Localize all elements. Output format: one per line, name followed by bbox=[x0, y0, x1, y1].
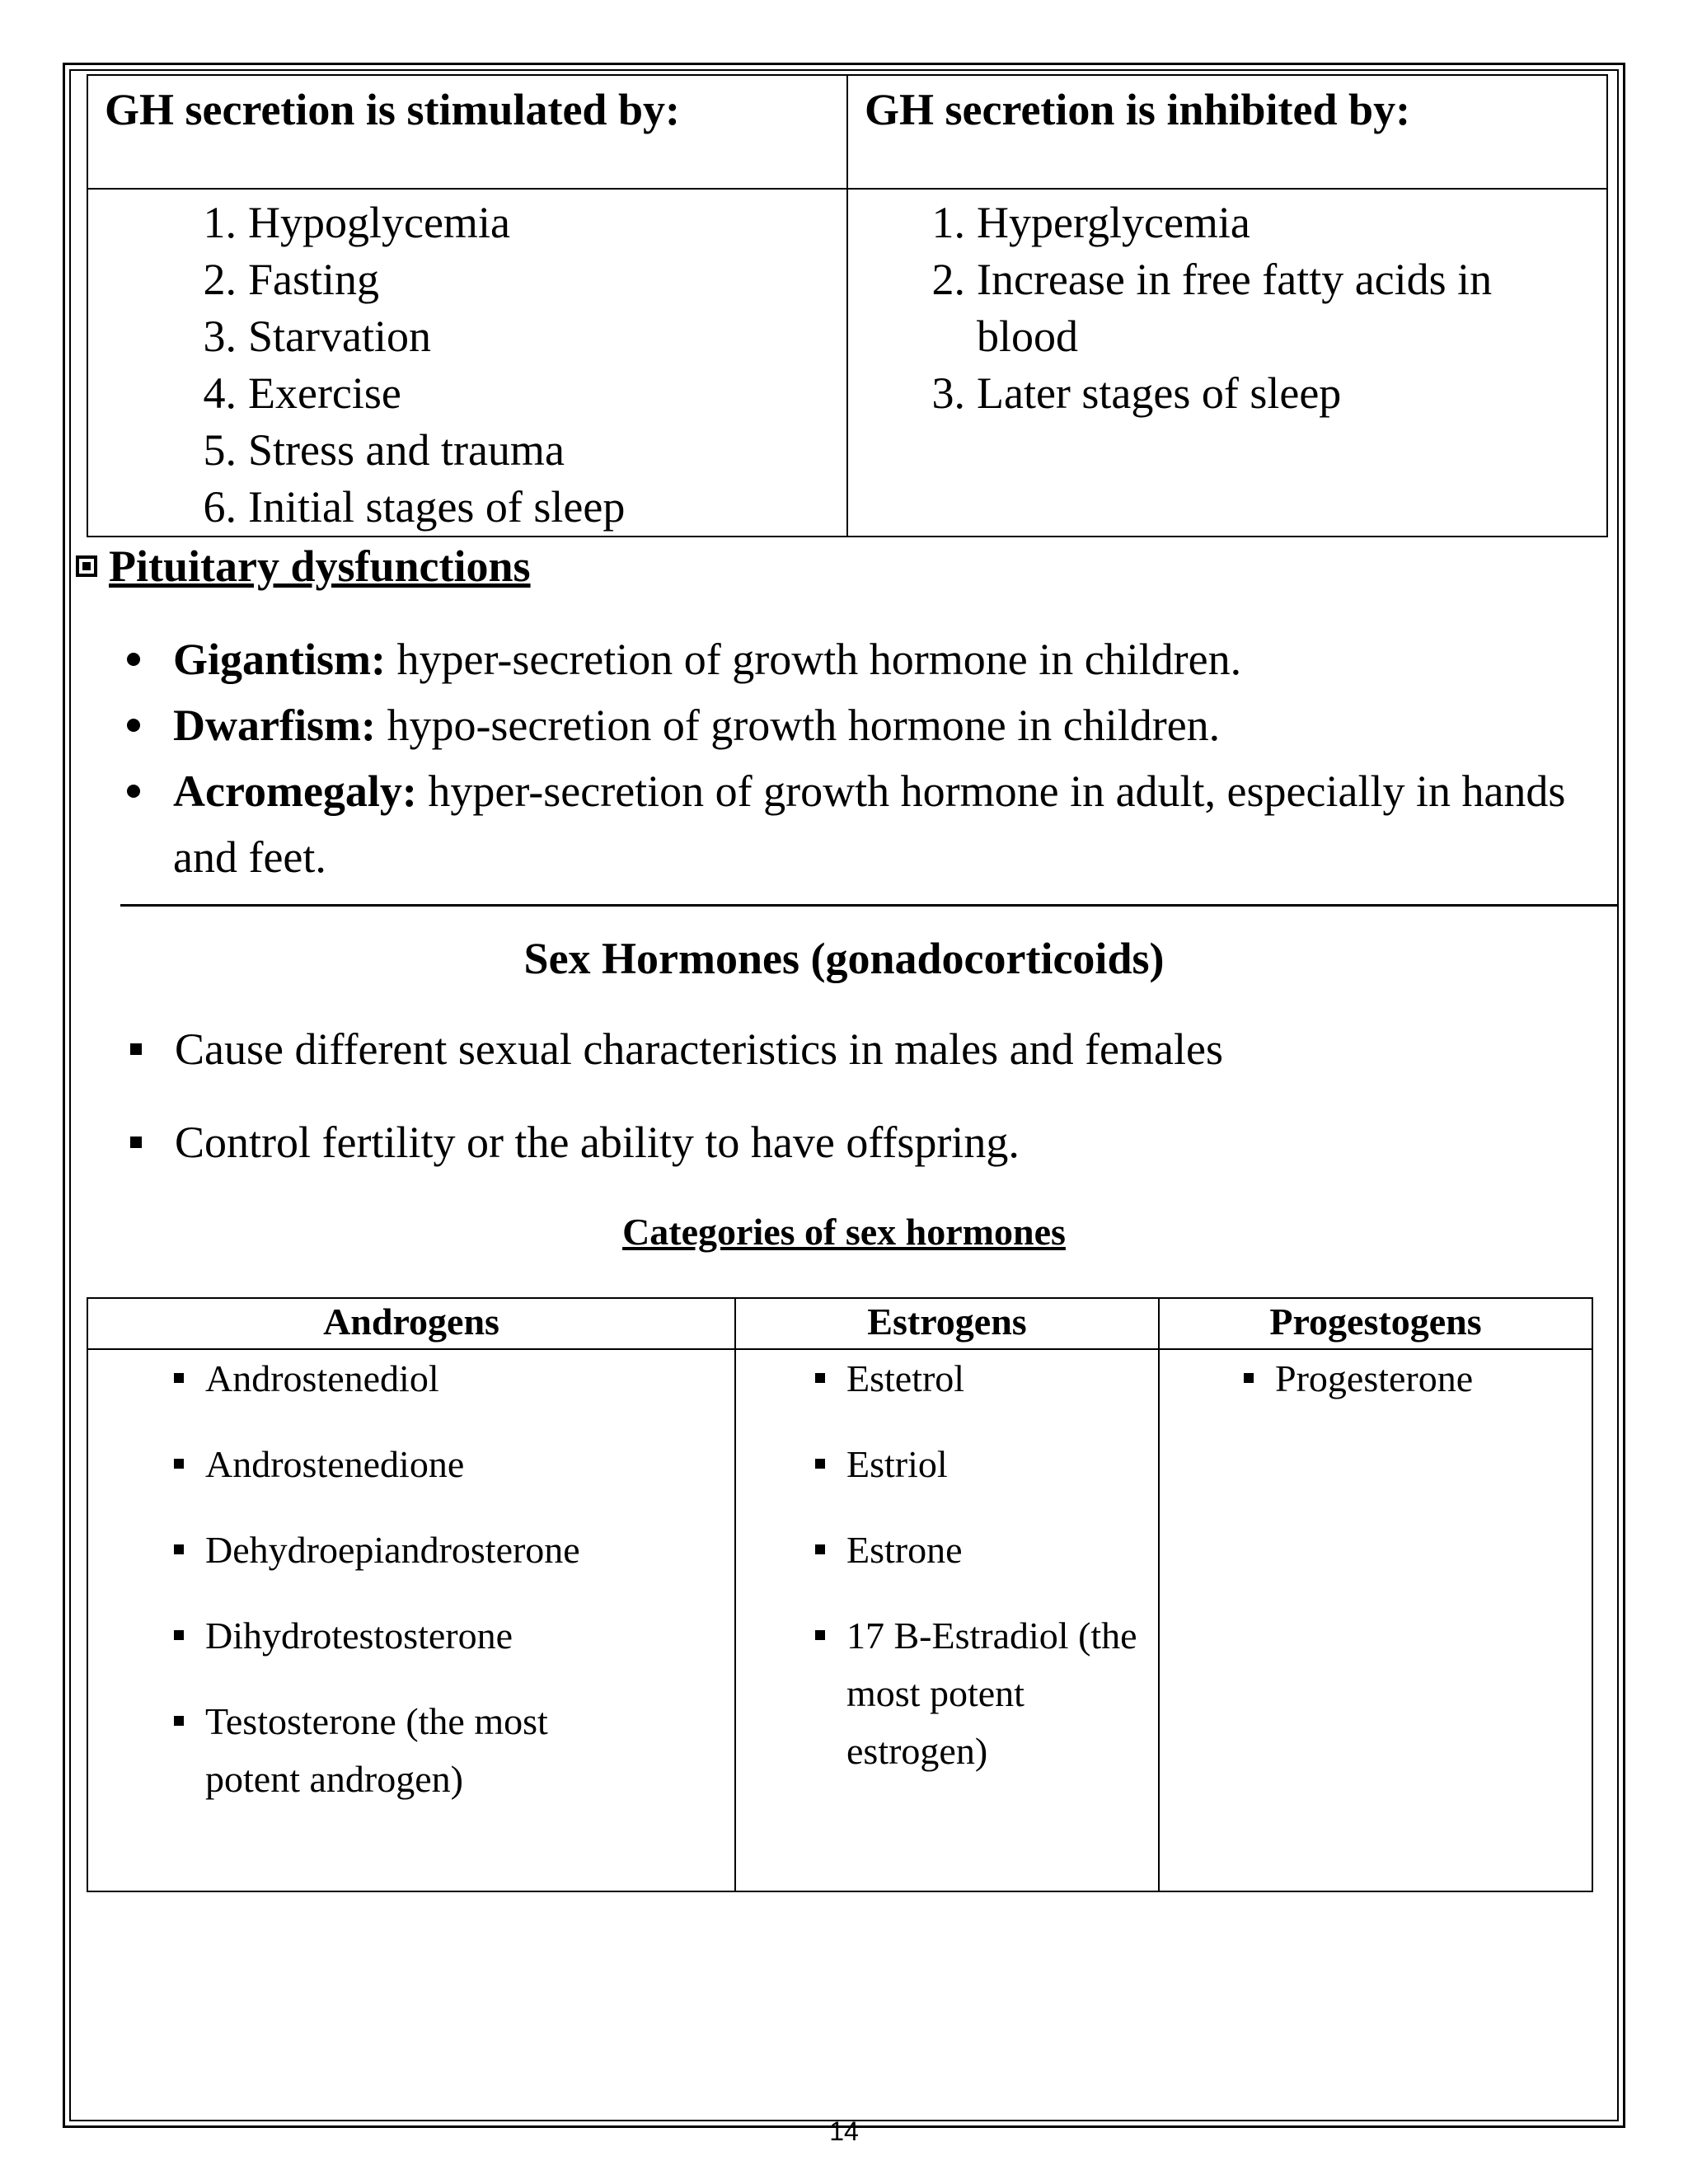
list-item: 3. Starvation bbox=[203, 312, 431, 361]
list-item: Estetrol bbox=[795, 1350, 1158, 1408]
list-item: 1. Hypoglycemia bbox=[203, 198, 510, 247]
estrogens-list bbox=[736, 1350, 1158, 1780]
list-item: 3. Later stages of sleep bbox=[931, 368, 1342, 418]
list-item: Acromegaly: hyper-secretion of growth hormone in adult, especially in hands and feet. bbox=[115, 758, 1615, 890]
categories-title: Categories of sex hormones bbox=[622, 1211, 1066, 1253]
sex-hormones-points bbox=[124, 1020, 1607, 1207]
inhibited-list bbox=[848, 190, 1606, 422]
pituitary-heading-text: Pituitary dysfunctions bbox=[109, 541, 531, 591]
progestogens-header: Progestogens bbox=[1159, 1298, 1592, 1349]
list-item: 4. Exercise bbox=[203, 368, 401, 418]
term-gigantism: Gigantism: bbox=[173, 635, 387, 684]
list-item: Gigantism: hyper-secretion of growth hormone in children. bbox=[115, 626, 1615, 692]
estrogens-cell bbox=[735, 1349, 1159, 1891]
dysfunction-list bbox=[115, 626, 1615, 890]
pituitary-heading bbox=[76, 541, 531, 592]
list-item: 2. Fasting bbox=[203, 255, 380, 304]
list-item: Androstenedione bbox=[154, 1436, 734, 1493]
stimulated-cell bbox=[87, 189, 847, 537]
list-item: Cause different sexual characteristics in males and females bbox=[124, 1020, 1607, 1113]
term-dwarfism: Dwarfism: bbox=[173, 701, 376, 750]
stimulated-list bbox=[88, 190, 846, 536]
progestogens-list bbox=[1160, 1350, 1592, 1408]
list-item: Testosterone (the most potent androgen) bbox=[154, 1693, 734, 1808]
list-item: Estriol bbox=[795, 1436, 1158, 1493]
section-divider bbox=[120, 904, 1619, 907]
list-item: 2. Increase in free fatty acids in blood bbox=[931, 255, 1493, 361]
sex-hormones-title: Sex Hormones (gonadocorticoids) bbox=[523, 934, 1165, 983]
androgens-list bbox=[22, 1350, 734, 1808]
androgens-header: Androgens bbox=[87, 1298, 735, 1349]
list-item: Estrone bbox=[795, 1521, 1158, 1579]
list-item: 6. Initial stages of sleep bbox=[203, 482, 626, 532]
term-acromegaly: Acromegaly: bbox=[173, 766, 417, 816]
list-item: Dihydrotestosterone bbox=[154, 1607, 734, 1665]
square-bullet-icon bbox=[76, 555, 97, 577]
list-item: Androstenediol bbox=[154, 1350, 734, 1408]
list-item: 5. Stress and trauma bbox=[203, 425, 565, 475]
progestogens-cell bbox=[1159, 1349, 1592, 1891]
list-item: Dehydroepiandrosterone bbox=[154, 1521, 734, 1579]
list-item: Progesterone bbox=[1224, 1350, 1592, 1408]
inhibited-cell bbox=[847, 189, 1607, 537]
list-item: Dwarfism: hypo-secretion of growth hormone in children. bbox=[115, 692, 1615, 758]
categories-table bbox=[87, 1297, 1593, 1892]
list-item: 1. Hyperglycemia bbox=[931, 198, 1250, 247]
estrogens-header: Estrogens bbox=[735, 1298, 1159, 1349]
inhibited-header: GH secretion is inhibited by: bbox=[847, 75, 1607, 189]
list-item: Control fertility or the ability to have offspring. bbox=[124, 1113, 1607, 1207]
page-number: 14 bbox=[829, 2116, 859, 2146]
list-item: 17 B-Estradiol (the most potent estrogen) bbox=[795, 1607, 1158, 1780]
gh-secretion-table bbox=[87, 74, 1608, 537]
androgens-cell bbox=[87, 1349, 735, 1891]
stimulated-header: GH secretion is stimulated by: bbox=[87, 75, 847, 189]
